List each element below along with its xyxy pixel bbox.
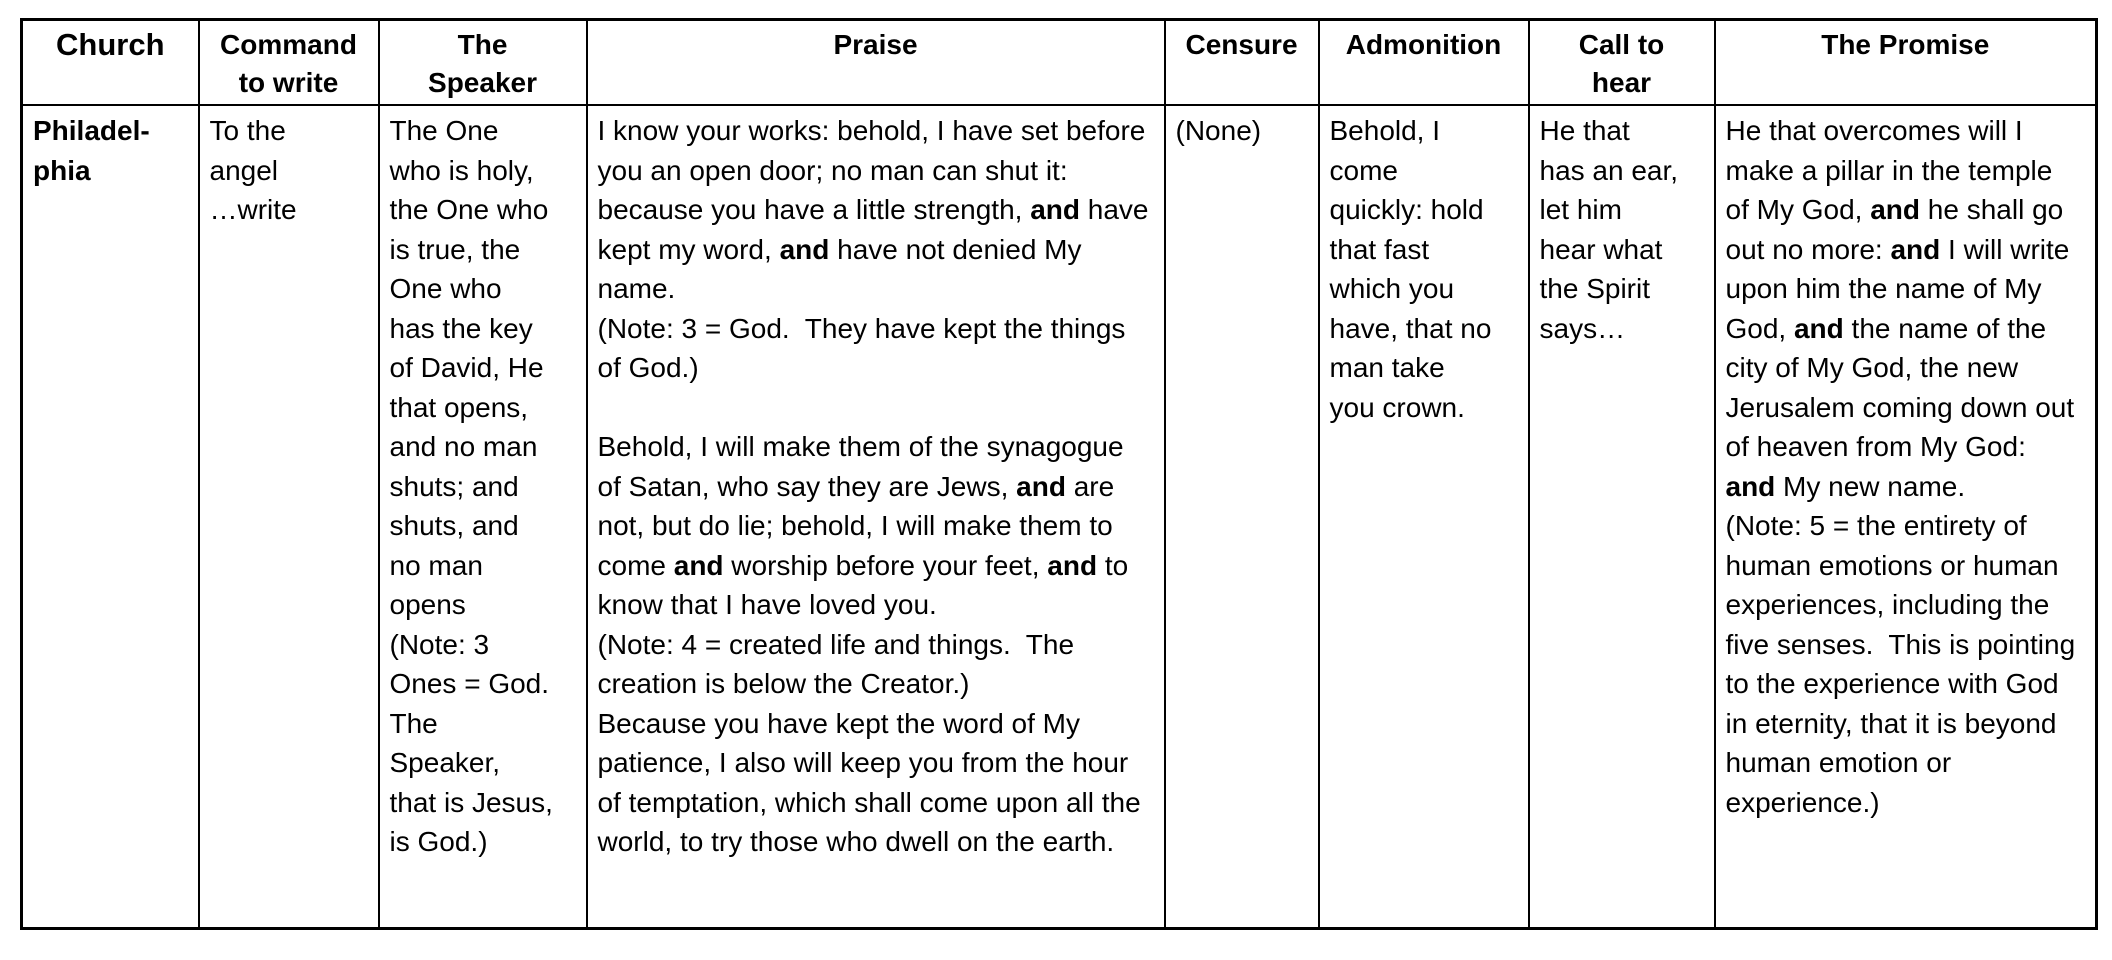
header-church: Church: [22, 20, 199, 106]
cell-the-speaker: The One who is holy, the One who is true, the One who has the key of David, He that opens, and no man shuts; and shuts, and no man opens (Note: 3 Ones = God. The Speaker, that is Jesus, is God.): [379, 105, 587, 929]
table-row-philadelphia: [22, 105, 2097, 929]
churches-table: [20, 18, 2098, 930]
header-admonition: Admonition: [1319, 20, 1529, 106]
header-censure: Censure: [1165, 20, 1319, 106]
table-header-row: [22, 20, 2097, 106]
header-praise: Praise: [587, 20, 1165, 106]
cell-admonition: Behold, I come quickly: hold that fast which you have, that no man take you crown.: [1319, 105, 1529, 929]
header-command-to-write: Command to write: [199, 20, 379, 106]
header-call-to-hear: Call to hear: [1529, 20, 1715, 106]
cell-censure: (None): [1165, 105, 1319, 929]
header-the-speaker: The Speaker: [379, 20, 587, 106]
cell-command-to-write: To the angel …write: [199, 105, 379, 929]
cell-the-promise: He that overcomes will I make a pillar in the temple of My God, and he shall go out no more: and I will write upon him the name of My God, and the name of the city of My God, the new Jerusalem coming down out of heaven from My God: and My new name. (Note: 5 = the entirety of human emotions or human experiences, including the five senses. This is pointing to the experience with God in eternity, that it is beyond human emotion or experience.): [1715, 105, 2097, 929]
header-the-promise: The Promise: [1715, 20, 2097, 106]
cell-praise: I know your works: behold, I have set before you an open door; no man can shut it: because you have a little strength, and have kept my word, and have not denied My name. (Note: 3 = God. They have kept the things of God.) Behold, I will make them of the synagogue of Satan, who say they are Jews, and are not, but do lie; behold, I will make them to come and worship before your feet, and to know that I have loved you. (Note: 4 = created life and things. The creation is below the Creator.) Because you have kept the word of My patience, I also will keep you from the hour of temptation, which shall come upon all the world, to try those who dwell on the earth.: [587, 105, 1165, 929]
cell-call-to-hear: He that has an ear, let him hear what the Spirit says…: [1529, 105, 1715, 929]
cell-church-name: Philadel- phia: [22, 105, 199, 929]
